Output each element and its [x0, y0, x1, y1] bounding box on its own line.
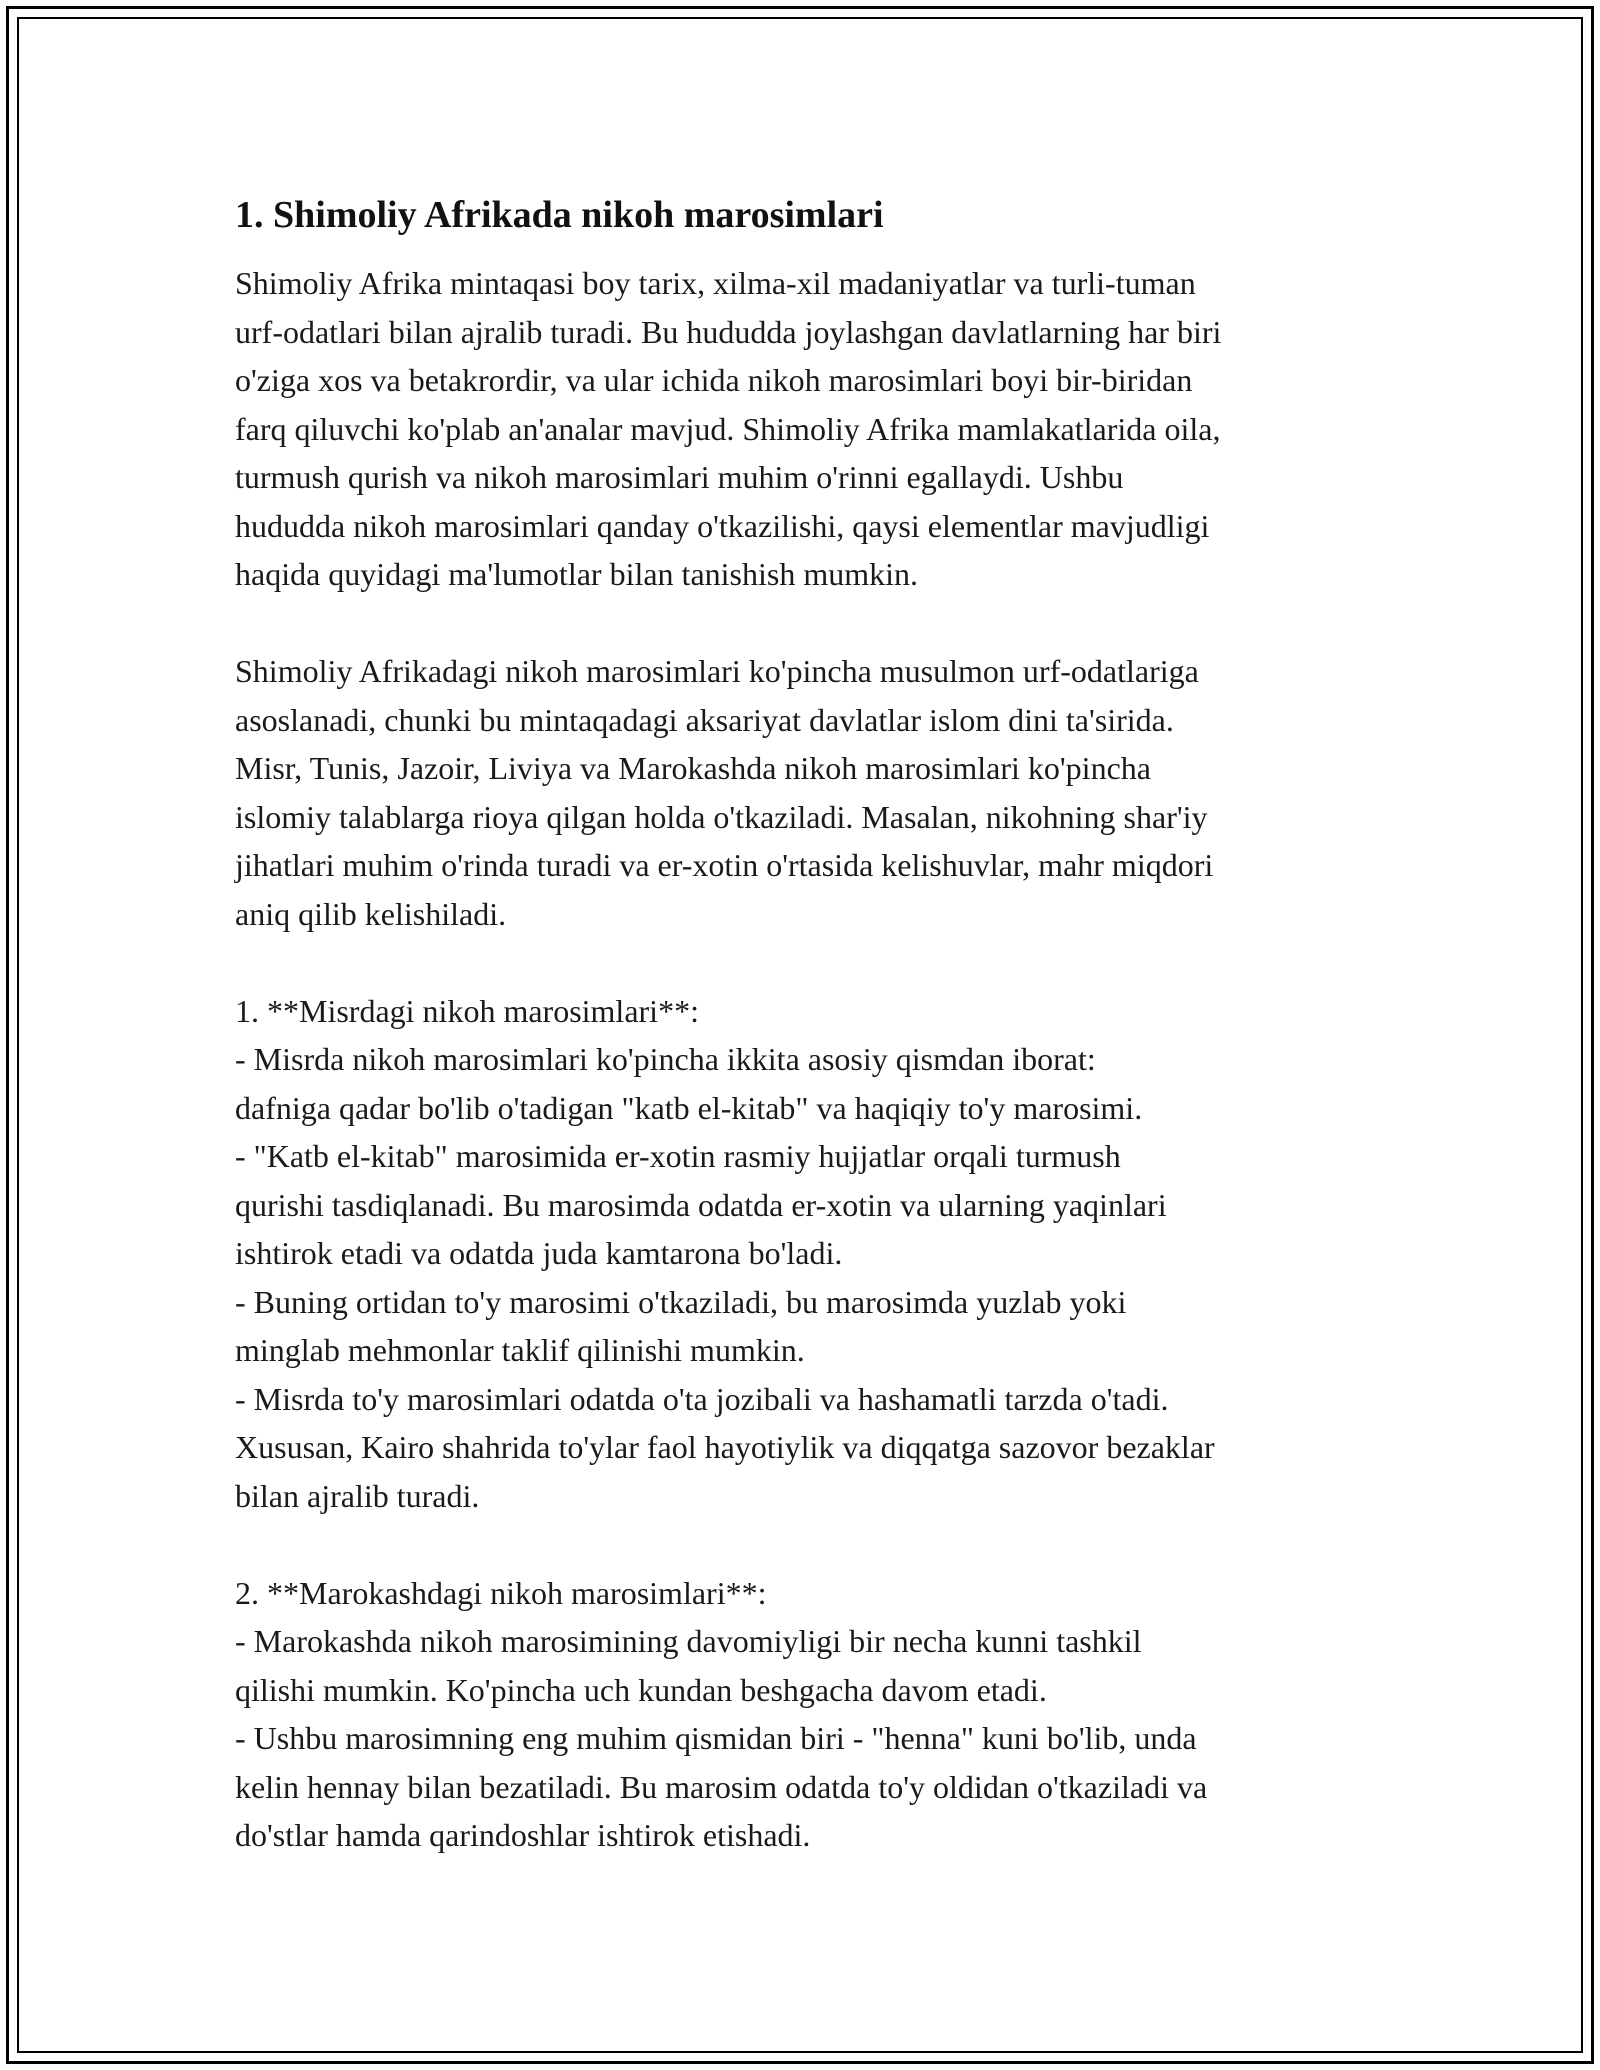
morocco-bullet-1: - Marokashda nikoh marosimining davomiyligi bir necha kunni tashkil qilishi mumkin. Ko'pincha uch kundan beshgacha davom etadi. [235, 1623, 1142, 1708]
morocco-section [235, 1569, 1395, 1860]
egypt-bullet-1: - Misrda nikoh marosimlari ko'pincha ikkita asosiy qismdan iborat: dafniga qadar bo'lib o'tadigan "katb el-kitab" va haqiqiy to'y marosimi. [235, 1041, 1143, 1126]
religion-paragraph: Shimoliy Afrikadagi nikoh marosimlari ko'pincha musulmon urf-odatlariga asoslanadi, chunki bu mintaqadagi aksariyat davlatlar islom dini ta'sirida. Misr, Tunis, Jazoir, Liviya va Marokashda nikoh marosimlari ko'pincha islomiy talablarga rioya qilgan holda o'tkaziladi. Masalan, nikohning shar'iy jihatlari muhim o'rinda turadi va er-xotin o'rtasida kelishuvlar, mahr miqdori aniq qilib kelishiladi. [235, 653, 1214, 932]
document-body [235, 185, 1395, 1908]
egypt-bullet-3: - Buning ortidan to'y marosimi o'tkaziladi, bu marosimda yuzlab yoki minglab mehmonlar taklif qilinishi mumkin. [235, 1283, 1127, 1368]
morocco-bullet-2: - Ushbu marosimning eng muhim qismidan biri - "henna" kuni bo'lib, unda kelin hennay bilan bezatiladi. Bu marosim odatda to'y oldidan o'tkaziladi va do'stlar hamda qarindoshlar ishtirok etishadi. [235, 1720, 1208, 1853]
egypt-section [235, 987, 1395, 1521]
section-title: 1. Shimoliy Afrikada nikoh marosimlari [235, 194, 884, 236]
egypt-bullet-4: - Misrda to'y marosimlari odatda o'ta jozibali va hashamatli tarzda o'tadi. Xususan, Kairo shahrida to'ylar faol hayotiylik va diqqatga sazovor bezaklar bilan ajralib turadi. [235, 1380, 1215, 1514]
morocco-heading: 2. **Marokashdagi nikoh marosimlari**: [235, 1574, 767, 1611]
intro-paragraph: Shimoliy Afrika mintaqasi boy tarix, xilma-xil madaniyatlar va turli-tuman urf-odatlari bilan ajralib turadi. Bu hududda joylashgan davlatlarning har biri o'ziga xos va betakrordir, va ular ichida nikoh marosimlari boyi bir-biridan farq qiluvchi ko'plab an'analar mavjud. Shimoliy Afrika mamlakatlarida oila, turmush qurish va nikoh marosimlari muhim o'rinni egallaydi. Ushbu hududda nikoh marosimlari qanday o'tkazilishi, qaysi elementlar mavjudligi haqida quyidagi ma'lumotlar bilan tanishish mumkin. [235, 265, 1222, 592]
egypt-heading: 1. **Misrdagi nikoh marosimlari**: [235, 992, 699, 1029]
egypt-bullet-2: - "Katb el-kitab" marosimida er-xotin rasmiy hujjatlar orqali turmush qurishi tasdiqlanadi. Bu marosimda odatda er-xotin va ularning yaqinlari ishtirok etadi va odatda juda kamtarona bo'ladi. [235, 1138, 1167, 1271]
